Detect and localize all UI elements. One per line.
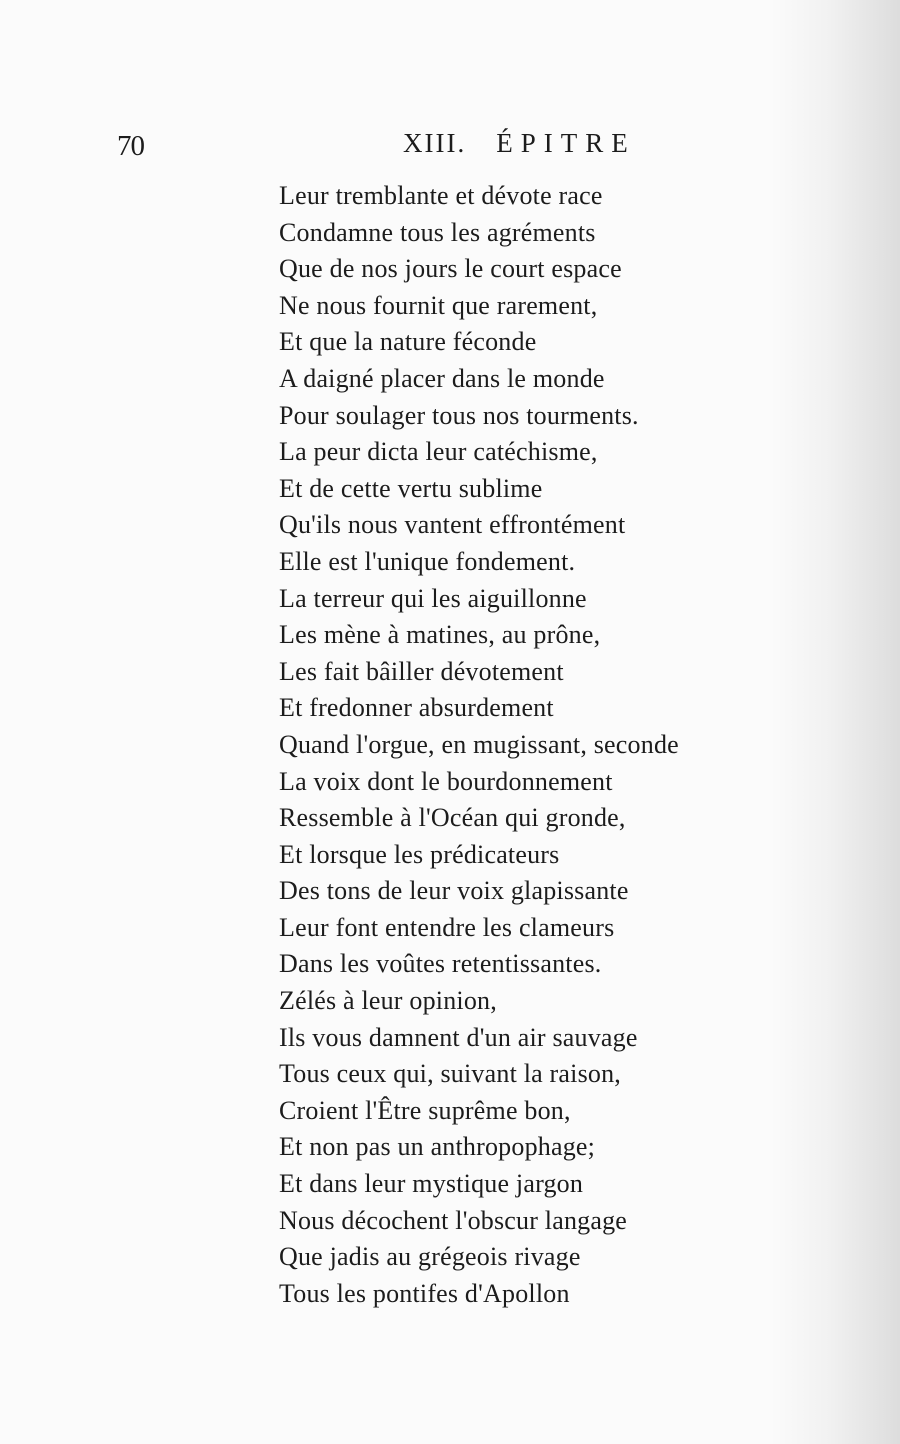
verse-line: Elle est l'unique fondement. [279,546,576,576]
verse-line: Quand l'orgue, en mugissant, seconde [279,729,679,759]
verse-line: Et que la nature féconde [279,327,537,357]
poem-text [279,178,879,1312]
verse-line: Les fait bâiller dévotement [279,656,564,686]
page-number: 70 [117,130,144,162]
verse-line: Ils vous damnent d'un air sauvage [279,1022,638,1052]
verse-line: Des tons de leur voix glapissante [279,876,629,906]
verse-line: Tous ceux qui, suivant la raison, [279,1059,621,1089]
verse-line: Nous décochent l'obscur langage [279,1205,628,1235]
verse-line: Et non pas un anthropophage; [279,1132,596,1162]
verse-line: Tous les pontifes d'Apollon [279,1278,570,1308]
verse-line: La terreur qui les aiguillonne [279,583,587,613]
verse-line: Ressemble à l'Océan qui gronde, [279,803,626,833]
verse-line: Que jadis au grégeois rivage [279,1242,581,1272]
verse-line: Et de cette vertu sublime [279,473,543,503]
verse-line: Ne nous fournit que rarement, [279,290,598,320]
verse-line: La voix dont le bourdonnement [279,766,613,796]
verse-line: Que de nos jours le court espace [279,254,622,284]
verse-line: Et fredonner absurdement [279,693,554,723]
verse-line: Qu'ils nous vantent effrontément [279,510,626,540]
running-head-title: ÉPITRE [496,128,636,158]
verse-line: Leur font entendre les clameurs [279,912,615,942]
verse-line: Leur tremblante et dévote race [279,181,603,210]
verse-line: Condamne tous les agréments [279,217,596,247]
verse-line: Les mène à matines, au prône, [279,620,601,650]
verse-line: Et lorsque les prédicateurs [279,839,560,869]
verse-line: La peur dicta leur catéchisme, [279,437,598,467]
running-head-numeral: XIII. [403,128,467,158]
verse-line: Dans les voûtes retentissantes. [279,949,602,979]
verse-line: Pour soulager tous nos tourments. [279,400,639,430]
verse-line: Et dans leur mystique jargon [279,1169,584,1199]
verse-line: Croient l'Être suprême bon, [279,1095,571,1125]
verse-line: Zélés à leur opinion, [279,986,497,1016]
running-head [403,128,636,159]
verse-line: A daigné placer dans le monde [279,363,605,393]
